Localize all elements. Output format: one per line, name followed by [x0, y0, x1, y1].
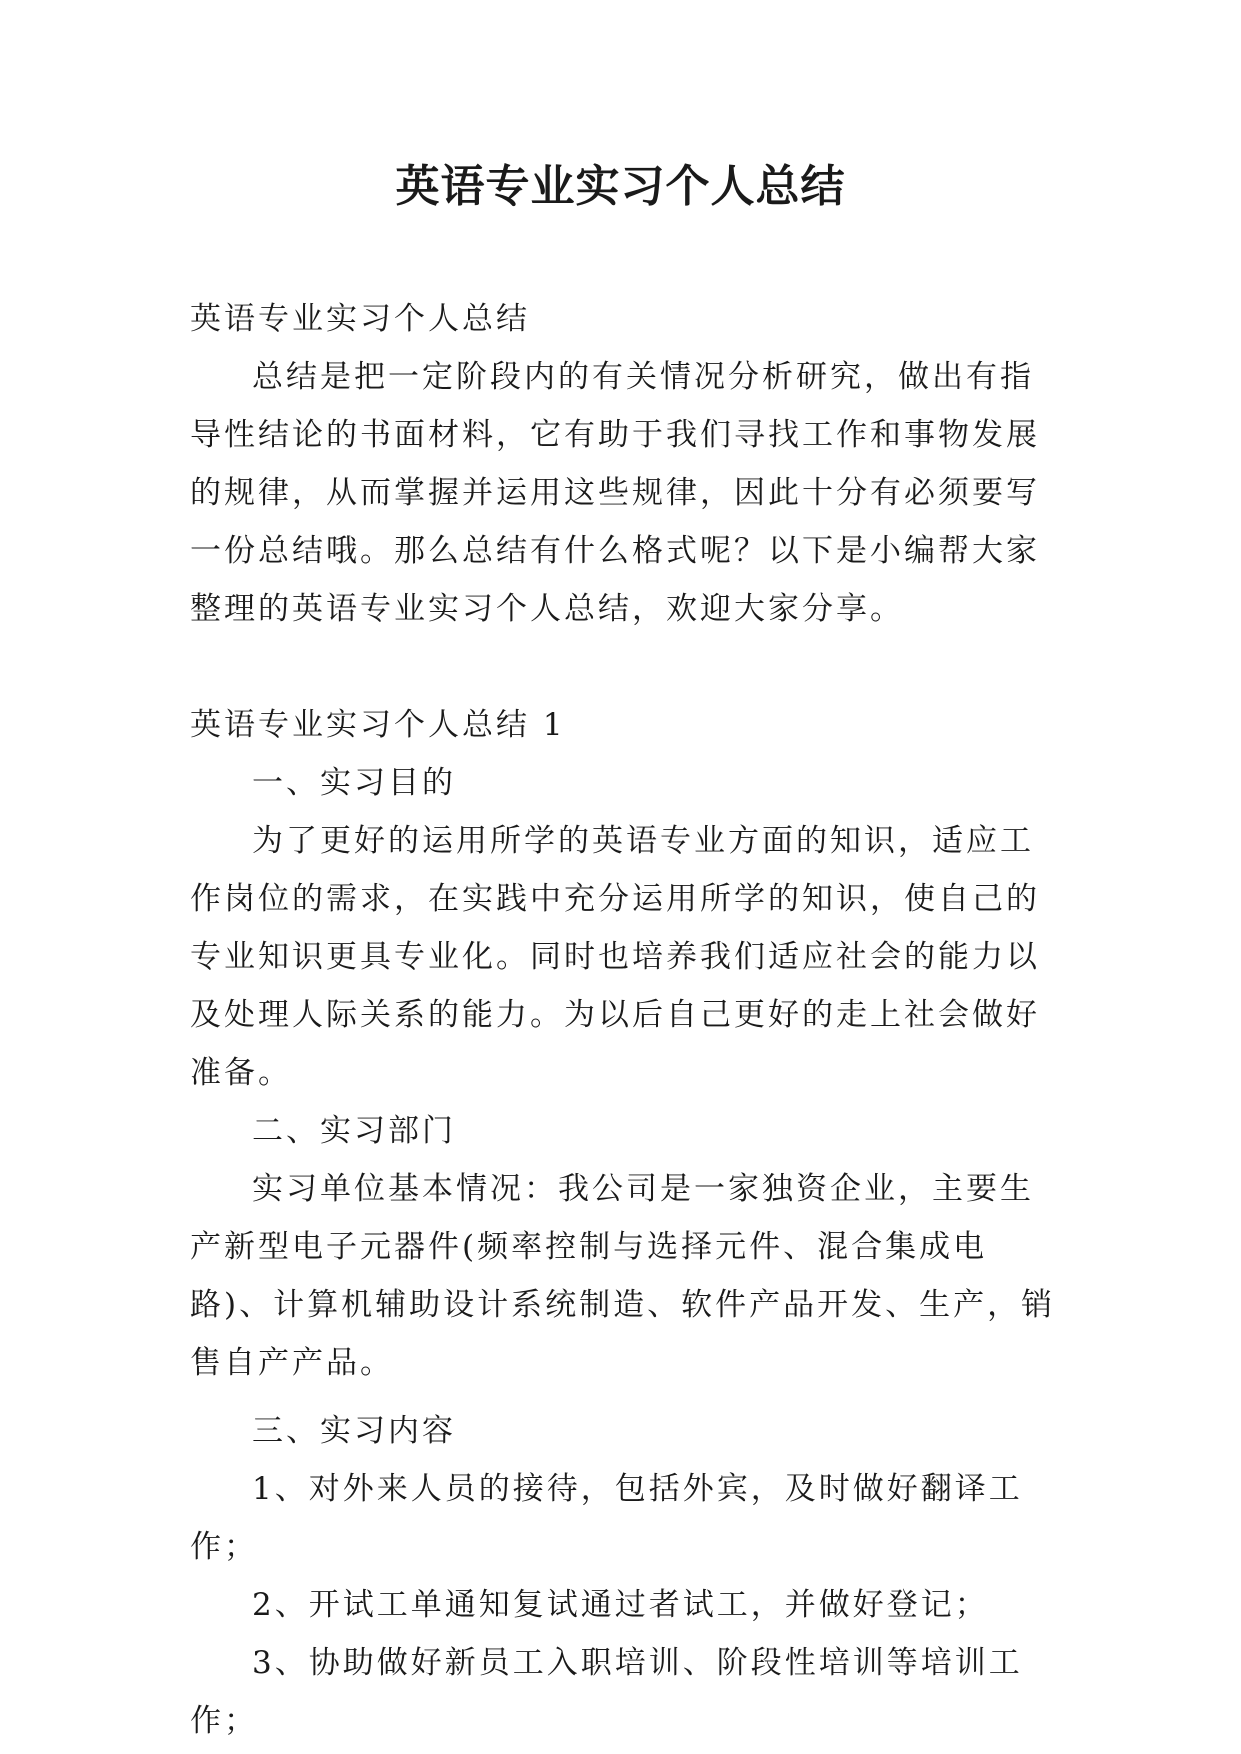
list-item: 3、协助做好新员工入职培训、阶段性培训等培训工作； — [190, 1645, 1023, 1739]
document-body — [190, 290, 1060, 1750]
department-paragraph: 实习单位基本情况：我公司是一家独资企业，主要生产新型电子元器件(频率控制与选择元件、混合集成电路)、计算机辅助设计系统制造、软件产品开发、生产，销售自产产品。 — [190, 1171, 1056, 1381]
purpose-paragraph: 为了更好的运用所学的英语专业方面的知识，适应工作岗位的需求，在实践中充分运用所学的知识，使自己的专业知识更具专业化。同时也培养我们适应社会的能力以及处理人际关系的能力。为以后自己更好的走上社会做好准备。 — [190, 823, 1040, 1091]
list-item: 2、开试工单通知复试通过者试工，并做好登记； — [252, 1587, 989, 1623]
section-heading: 英语专业实习个人总结 1 — [190, 707, 566, 743]
subheading-purpose: 一、实习目的 — [252, 765, 456, 801]
subheading-department: 二、实习部门 — [252, 1113, 456, 1149]
list-item: 1、对外来人员的接待，包括外宾，及时做好翻译工作； — [190, 1471, 1023, 1565]
subheading-content: 三、实习内容 — [252, 1413, 456, 1449]
paragraph-spacer — [190, 1392, 1060, 1402]
intro-heading: 英语专业实习个人总结 — [190, 301, 530, 337]
intro-paragraph: 总结是把一定阶段内的有关情况分析研究，做出有指导性结论的书面材料，它有助于我们寻找工作和事物发展的规律，从而掌握并运用这些规律，因此十分有必须要写一份总结哦。那么总结有什么格式呢？以下是小编帮大家整理的英语专业实习个人总结，欢迎大家分享。 — [190, 359, 1040, 627]
document-title: 英语专业实习个人总结 — [395, 161, 846, 212]
section-spacer — [190, 638, 1060, 696]
